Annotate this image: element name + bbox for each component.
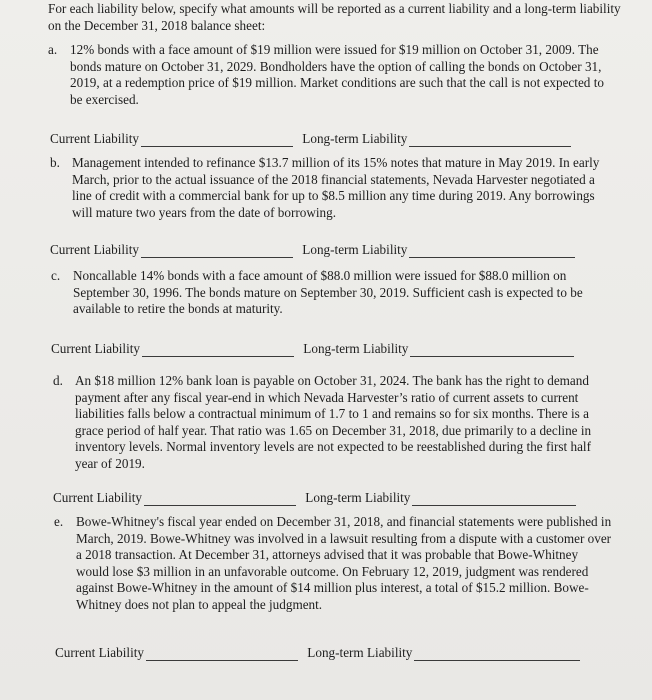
- long-term-liability-input-d[interactable]: [412, 493, 576, 506]
- long-term-liability-input-b[interactable]: [409, 245, 575, 258]
- item-text: 12% bonds with a face amount of $19 million were issued for $19 million on October 31, 2009. The bonds mature on October 31, 2029. Bondholders have the option of calling the bonds on October 31, 2019, at a redemption price of $19 million. Market conditions are such that the call is not expected to be exercised.: [70, 42, 604, 107]
- item-label: b.: [50, 155, 60, 170]
- item-label: d.: [53, 373, 63, 388]
- liability-item-d: [53, 373, 613, 473]
- long-term-liability-input-e[interactable]: [414, 648, 580, 661]
- instructions: For each liability below, specify what amounts will be reported as a current liability and a long-term liability on the December 31, 2018 balance sheet:: [48, 1, 621, 33]
- long-term-liability-label: Long-term Liability: [302, 242, 408, 257]
- current-liability-input-e[interactable]: [146, 648, 298, 661]
- current-liability-label: Current Liability: [51, 341, 140, 356]
- liability-item-b: [50, 155, 610, 221]
- liability-item-e: [54, 514, 614, 614]
- answer-row-d: [53, 490, 576, 506]
- item-label: a.: [48, 42, 58, 57]
- current-liability-label: Current Liability: [55, 645, 144, 660]
- item-label: c.: [51, 268, 61, 283]
- current-liability-label: Current Liability: [50, 131, 139, 146]
- current-liability-input-d[interactable]: [144, 493, 296, 506]
- item-text: Bowe-Whitney's fiscal year ended on December 31, 2018, and financial statements were published in March, 2019. Bowe-Whitney was involved in a lawsuit resulting from a dispute with a customer over a 2018 transaction. At December 31, attorneys advised that it was probable that Bowe-Whitney would lose $3 million in an unfavorable outcome. On February 12, 2019, judgment was rendered against Bowe-Whitney in the amount of $14 million plus interest, a total of $15.2 million. Bowe-Whitney does not plan to appeal the judgment.: [76, 514, 612, 612]
- long-term-liability-label: Long-term Liability: [305, 490, 411, 505]
- item-text: Management intended to refinance $13.7 million of its 15% notes that mature in May 2019. In early March, prior to the actual issuance of the 2018 financial statements, Nevada Harvester negotiated a line of credit with a commercial bank for up to $8.5 million any time during 2019. Any borrowings will mature two years from the date of borrowing.: [72, 155, 600, 220]
- answer-row-e: [55, 645, 580, 661]
- answer-row-c: [51, 341, 574, 357]
- item-label: e.: [54, 514, 64, 529]
- long-term-liability-label: Long-term Liability: [302, 131, 408, 146]
- liability-item-a: [48, 42, 608, 108]
- current-liability-input-b[interactable]: [141, 245, 293, 258]
- item-text: An $18 million 12% bank loan is payable on October 31, 2024. The bank has the right to demand payment after any fiscal year-end in which Nevada Harvester’s ratio of current assets to current liabilities falls below a contractual minimum of 1.7 to 1 and remains so for six months. There is a grace period of half year. That ratio was 1.65 on December 31, 2018, due primarily to a decline in inventory levels. Normal inventory levels are not expected to be reestablished during the first half year of 2019.: [75, 373, 592, 471]
- liability-item-c: [51, 268, 611, 318]
- long-term-liability-label: Long-term Liability: [303, 341, 409, 356]
- current-liability-input-c[interactable]: [142, 344, 294, 357]
- long-term-liability-input-c[interactable]: [410, 344, 574, 357]
- current-liability-input-a[interactable]: [141, 134, 293, 147]
- item-text: Noncallable 14% bonds with a face amount of $88.0 million were issued for $88.0 million on September 30, 1996. The bonds mature on September 30, 2019. Sufficient cash is expected to be available to retire the bonds at maturity.: [73, 268, 583, 317]
- long-term-liability-input-a[interactable]: [409, 134, 571, 147]
- answer-row-a: [50, 131, 571, 147]
- long-term-liability-label: Long-term Liability: [307, 645, 413, 660]
- answer-row-b: [50, 242, 575, 258]
- current-liability-label: Current Liability: [50, 242, 139, 257]
- current-liability-label: Current Liability: [53, 490, 142, 505]
